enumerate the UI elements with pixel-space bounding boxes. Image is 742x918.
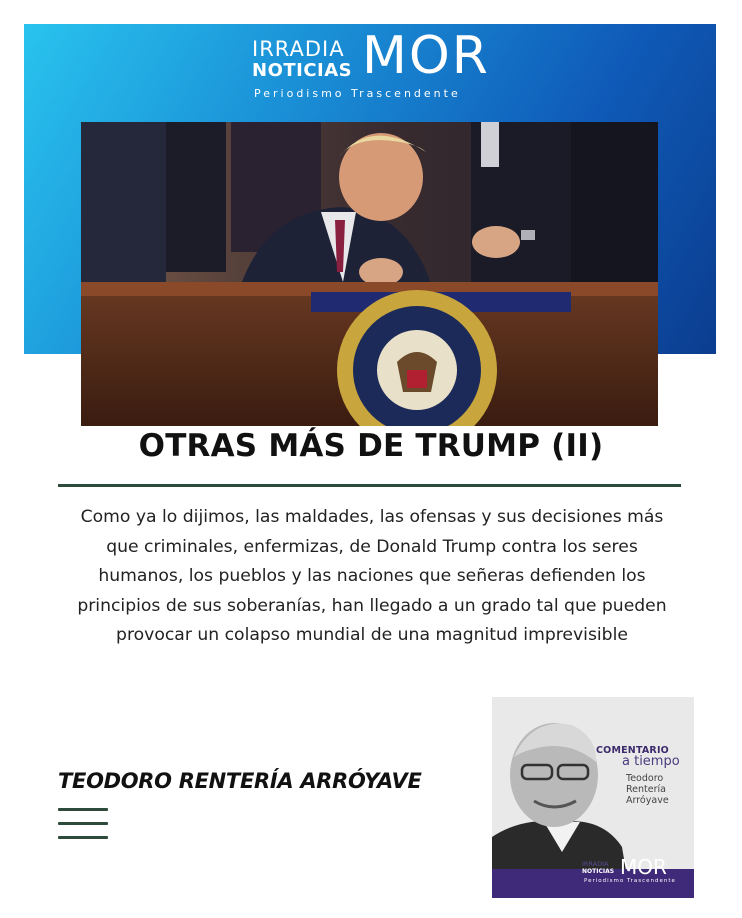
card-logo-mor: MOR [620,855,667,879]
logo-noticias: NOTICIAS [252,60,353,81]
card-subtitle: a tiempo [622,754,680,769]
menu-icon-bar [58,808,108,811]
menu-icon-bar [58,822,108,825]
card-logo [582,849,692,889]
menu-icon[interactable] [58,808,110,844]
article-author[interactable]: TEODORO RENTERÍA ARRÓYAVE [58,769,422,793]
card-name-line: Arróyave [626,795,669,806]
logo-mor: MOR [362,26,490,86]
card-name-line: Teodoro [626,773,664,784]
card-logo-noticias: NOTICIAS [582,868,615,875]
card-logo-tagline: Periodismo Trascendente [584,878,676,884]
logo-tagline: Periodismo Trascendente [254,87,461,100]
card-author-name [626,773,692,806]
title-divider [58,484,681,487]
article-photo [81,122,658,426]
card-name-line: Rentería [626,784,666,795]
article-title[interactable]: OTRAS MÁS DE TRUMP (II) [138,428,604,464]
column-card[interactable] [492,697,694,898]
card-logo-irradia: IRRADIA [582,860,609,868]
logo-irradia: IRRADIA [252,37,345,61]
card-title: COMENTARIO [596,745,669,756]
menu-icon-bar [58,836,108,839]
site-logo[interactable] [250,26,500,104]
article-summary: Como ya lo dijimos, las maldades, las ofensas y sus decisiones más que criminales, enfermizas, de Donald Trump contra los seres humanos, los pueblos y las naciones que señeras defienden los principios de sus soberanías, han llegado a un grado tal que pueden provocar un colapso mundial de una magnitud imprevisible [77,507,667,645]
